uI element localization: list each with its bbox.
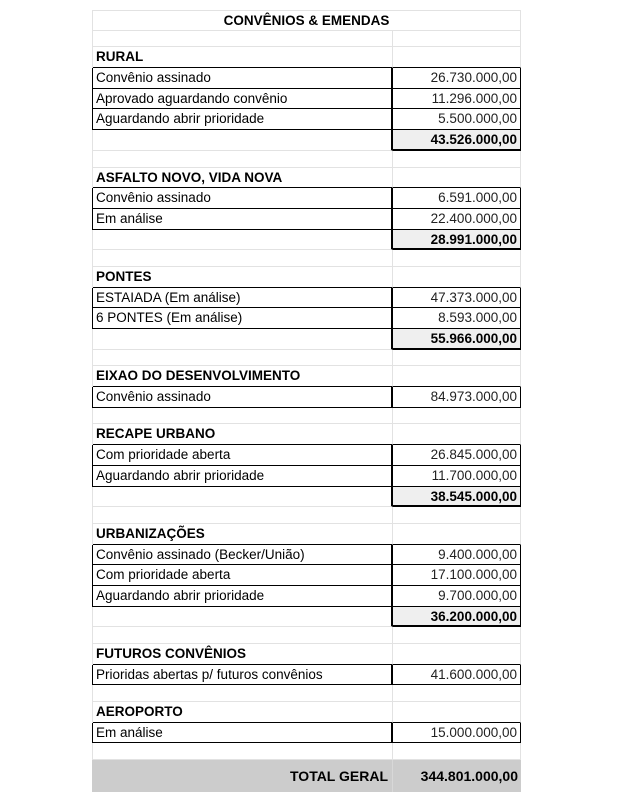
empty-cell[interactable] [93,329,393,350]
item-label[interactable]: Aprovado aguardando convênio [93,89,393,110]
spreadsheet [92,10,521,792]
empty-cell[interactable] [393,685,521,702]
blank-row [92,408,521,425]
section-header-row [92,702,521,723]
total-value[interactable]: 344.801.000,00 [420,768,518,785]
item-label[interactable]: 6 PONTES (Em análise) [93,308,393,329]
empty-cell[interactable] [393,267,521,288]
empty-cell[interactable] [93,31,393,48]
blank-row [92,250,521,267]
table-row [92,445,521,466]
item-value[interactable]: 11.700.000,00 [393,466,521,487]
blank-row [92,507,521,524]
section-title[interactable]: FUTUROS CONVÊNIOS [93,644,393,665]
empty-cell[interactable] [393,151,521,168]
subtotal-row [92,607,521,628]
empty-cell[interactable] [93,507,393,524]
empty-cell[interactable] [393,168,521,189]
table-row [92,308,521,329]
section-title[interactable]: RECAPE URBANO [93,424,393,445]
item-label[interactable]: Prioridas abertas p/ futuros convênios [93,665,393,686]
item-value[interactable]: 11.296.000,00 [393,89,521,110]
subtotal-value[interactable]: 43.526.000,00 [393,130,521,151]
empty-cell[interactable] [393,644,521,665]
section-title[interactable]: ASFALTO NOVO, VIDA NOVA [93,168,393,189]
total-label[interactable]: TOTAL GERAL [92,760,393,792]
table-row [92,665,521,686]
empty-cell[interactable] [93,743,393,760]
total-row [92,760,521,792]
section-header-row [92,424,521,445]
table-row [92,387,521,408]
item-label[interactable]: Convênio assinado [93,188,393,209]
item-value[interactable]: 6.591.000,00 [393,188,521,209]
empty-cell[interactable] [93,685,393,702]
section-header-row [92,168,521,189]
empty-cell[interactable] [93,151,393,168]
item-label[interactable]: Em análise [93,723,393,744]
table-row [92,586,521,607]
subtotal-row [92,230,521,251]
item-label[interactable]: Aguardando abrir prioridade [93,586,393,607]
item-value[interactable]: 17.100.000,00 [393,565,521,586]
empty-cell[interactable] [393,627,521,644]
subtotal-row [92,130,521,151]
table-row [92,565,521,586]
table-row [92,209,521,230]
item-label[interactable]: Com prioridade aberta [93,565,393,586]
item-label[interactable]: Aguardando abrir prioridade [93,466,393,487]
item-value[interactable]: 9.400.000,00 [393,545,521,566]
empty-cell[interactable] [93,250,393,267]
title-row [92,10,521,31]
empty-cell[interactable] [93,230,393,251]
empty-cell[interactable] [93,350,393,367]
blank-row [92,685,521,702]
section-header-row [92,644,521,665]
subtotal-value[interactable]: 36.200.000,00 [393,607,521,628]
empty-cell[interactable] [393,524,521,545]
blank-row [92,627,521,644]
item-value[interactable]: 26.730.000,00 [393,68,521,89]
subtotal-value[interactable]: 55.966.000,00 [393,329,521,350]
table-row [92,723,521,744]
empty-cell[interactable] [393,743,521,760]
blank-row [92,31,521,48]
item-value[interactable]: 41.600.000,00 [393,665,521,686]
empty-cell[interactable] [93,607,393,628]
item-label[interactable]: Com prioridade aberta [93,445,393,466]
item-label[interactable]: Aguardando abrir prioridade [93,109,393,130]
empty-cell[interactable] [93,408,393,425]
subtotal-row [92,329,521,350]
item-value[interactable]: 15.000.000,00 [393,723,521,744]
item-label[interactable]: Convênio assinado (Becker/União) [93,545,393,566]
empty-cell[interactable] [93,130,393,151]
section-title[interactable]: PONTES [93,267,393,288]
table-row [92,188,521,209]
section-header-row [92,47,521,68]
section-header-row [92,366,521,387]
sheet-title[interactable]: CONVÊNIOS & EMENDAS [93,11,521,31]
subtotal-value[interactable]: 38.545.000,00 [393,487,521,508]
section-title[interactable]: EIXAO DO DESENVOLVIMENTO [93,366,393,387]
empty-cell[interactable] [393,250,521,267]
table-row [92,545,521,566]
section-title[interactable]: AEROPORTO [93,702,393,723]
subtotal-row [92,487,521,508]
empty-cell[interactable] [393,424,521,445]
item-value[interactable]: 22.400.000,00 [393,209,521,230]
item-label[interactable]: ESTAIADA (Em análise) [93,288,393,309]
item-label[interactable]: Convênio assinado [93,387,393,408]
section-header-row [92,267,521,288]
empty-cell[interactable] [393,408,521,425]
item-value[interactable]: 84.973.000,00 [393,387,521,408]
table-row [92,68,521,89]
item-value[interactable]: 9.700.000,00 [393,586,521,607]
item-value[interactable]: 47.373.000,00 [393,288,521,309]
item-label[interactable]: Em análise [93,209,393,230]
empty-cell[interactable] [93,627,393,644]
empty-cell[interactable] [393,350,521,367]
item-label[interactable]: Convênio assinado [93,68,393,89]
table-row [92,466,521,487]
blank-row [92,350,521,367]
table-row [92,288,521,309]
empty-cell[interactable] [393,31,521,48]
table-row [92,89,521,110]
item-value[interactable]: 26.845.000,00 [393,445,521,466]
blank-row [92,743,521,760]
sections-container [92,47,521,760]
subtotal-value[interactable]: 28.991.000,00 [393,230,521,251]
section-header-row [92,524,521,545]
section-title[interactable]: URBANIZAÇÕES [93,524,393,545]
section-title[interactable]: RURAL [93,47,393,68]
empty-cell[interactable] [393,366,521,387]
empty-cell[interactable] [93,487,393,508]
empty-cell[interactable] [393,507,521,524]
item-value[interactable]: 5.500.000,00 [393,109,521,130]
blank-row [92,151,521,168]
empty-cell[interactable] [393,47,521,68]
item-value[interactable]: 8.593.000,00 [393,308,521,329]
empty-cell[interactable] [393,702,521,723]
table-row [92,109,521,130]
